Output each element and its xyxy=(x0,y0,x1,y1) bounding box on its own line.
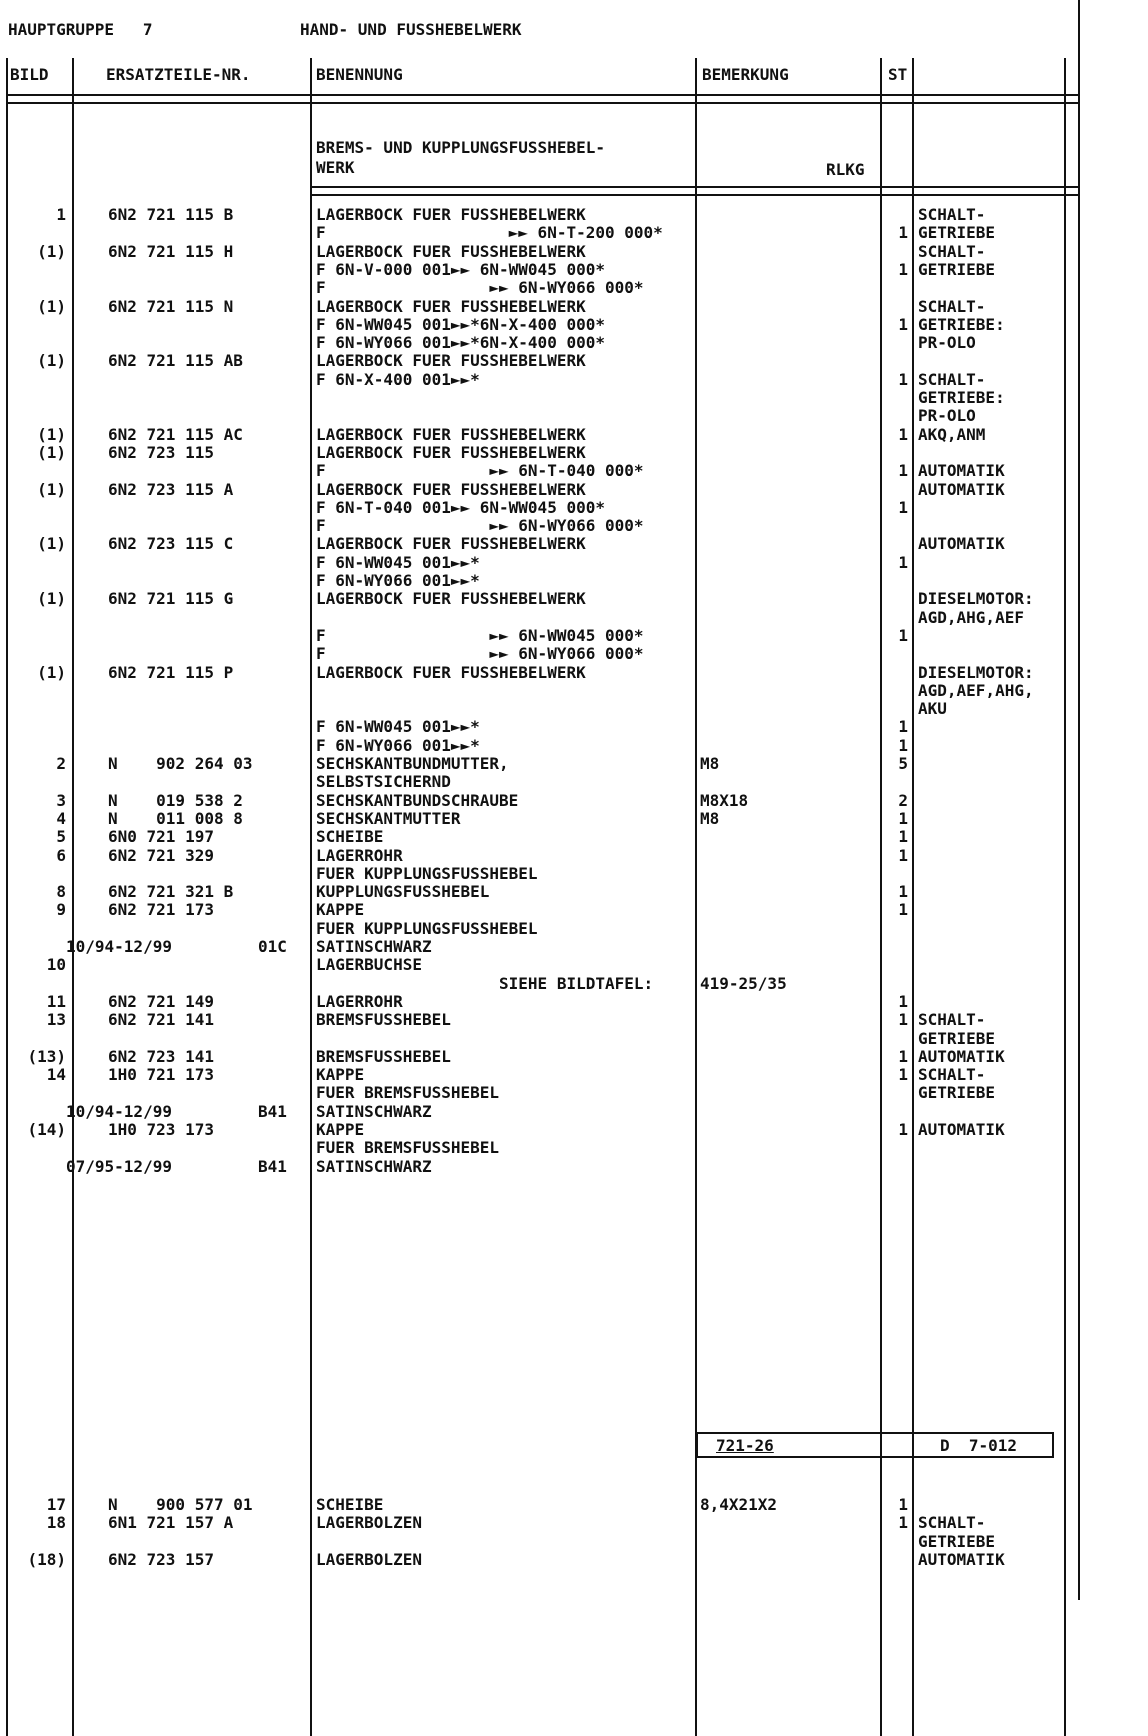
table-row xyxy=(0,772,1148,792)
description-cell: F ►► 6N-WY066 000* xyxy=(316,644,644,664)
quantity-cell: 1 xyxy=(898,735,908,755)
model-cell: SCHALT- xyxy=(918,1010,986,1030)
part-number-cell: 6N2 721 115 G xyxy=(108,589,234,609)
model-cell: AGD,AEF,AHG, xyxy=(918,680,1034,700)
date-range-cell: 10/94-12/99 xyxy=(66,937,172,956)
bild-cell: (1) xyxy=(37,241,66,261)
table-row xyxy=(0,498,1148,518)
bild-cell: (1) xyxy=(37,442,66,462)
description-cell: F 6N-WY066 001►►* xyxy=(316,735,480,755)
bild-cell: 13 xyxy=(46,1010,66,1030)
bild-cell: 3 xyxy=(56,790,66,810)
description-cell: F ►► 6N-WW045 000* xyxy=(316,625,644,645)
description-cell: FUER KUPPLUNGSFUSSHEBEL xyxy=(316,918,538,938)
bild-cell: 5 xyxy=(56,827,66,847)
color-code-cell: B41 xyxy=(258,1101,287,1121)
col-header-st: ST xyxy=(888,65,908,84)
description-cell: LAGERROHR xyxy=(316,845,403,865)
part-number-cell: 1H0 721 173 xyxy=(108,1065,214,1085)
table-row xyxy=(0,553,1148,573)
part-number-cell: 6N2 721 321 B xyxy=(108,882,234,902)
description-cell: BREMSFUSSHEBEL xyxy=(316,1046,451,1066)
quantity-cell: 1 xyxy=(898,369,908,389)
table-row xyxy=(0,809,1148,829)
quantity-cell: 1 xyxy=(898,827,908,847)
description-cell: FUER BREMSFUSSHEBEL xyxy=(316,1083,500,1103)
part-number-cell: 6N2 723 115 A xyxy=(108,479,234,499)
main-group-label: HAUPTGRUPPE 7 xyxy=(8,20,153,39)
quantity-cell: 5 xyxy=(898,754,908,773)
description-cell: SIEHE BILDTAFEL: xyxy=(316,973,654,993)
bild-cell: 1 xyxy=(56,205,66,224)
table-row xyxy=(0,1550,1148,1570)
table-row xyxy=(0,242,1148,262)
part-number-cell: 1H0 723 173 xyxy=(108,1120,214,1139)
description-cell: SATINSCHWARZ xyxy=(316,1101,432,1121)
model-cell: SCHALT- xyxy=(918,369,986,389)
bild-cell: 17 xyxy=(46,1495,66,1514)
model-cell: AUTOMATIK xyxy=(918,1549,1005,1569)
bild-cell: 10 xyxy=(46,955,66,975)
bild-cell: 18 xyxy=(46,1513,66,1533)
part-number-cell: N 902 264 03 xyxy=(108,754,253,773)
table-row xyxy=(0,589,1148,609)
quantity-cell: 1 xyxy=(898,1513,908,1533)
description-cell: SATINSCHWARZ xyxy=(316,937,432,956)
quantity-cell: 1 xyxy=(898,314,908,334)
table-row xyxy=(0,644,1148,664)
table-row xyxy=(0,1102,1148,1122)
description-cell: F 6N-V-000 001►► 6N-WW045 000* xyxy=(316,259,605,279)
quantity-cell: 1 xyxy=(898,461,908,481)
quantity-cell: 1 xyxy=(898,845,908,865)
bild-cell: (18) xyxy=(27,1549,66,1569)
model-cell: AKQ,ANM xyxy=(918,424,986,444)
table-row xyxy=(0,900,1148,920)
col-header-bemerkung: BEMERKUNG xyxy=(702,65,789,84)
remark-cell: M8 xyxy=(700,808,720,828)
table-row xyxy=(0,370,1148,390)
description-cell: LAGERBOCK FUER FUSSHEBELWERK xyxy=(316,589,586,609)
table-row xyxy=(0,406,1148,426)
description-cell: SECHSKANTBUNDSCHRAUBE xyxy=(316,790,519,810)
remark-cell: 419-25/35 xyxy=(700,973,787,993)
bild-cell: 6 xyxy=(56,845,66,865)
table-row xyxy=(0,791,1148,811)
part-number-cell: N 011 008 8 xyxy=(108,808,243,828)
description-cell: LAGERBOLZEN xyxy=(316,1549,422,1569)
color-code-cell: B41 xyxy=(258,1156,287,1176)
quantity-cell: 1 xyxy=(898,1495,908,1514)
table-row xyxy=(0,516,1148,536)
part-number-cell: 6N2 723 141 xyxy=(108,1046,214,1066)
section-title-line1: BREMS- UND KUPPLUNGSFUSSHEBEL- xyxy=(316,138,605,157)
description-cell: SECHSKANTMUTTER xyxy=(316,808,461,828)
bild-cell: (1) xyxy=(37,479,66,499)
model-cell: GETRIEBE: xyxy=(918,388,1005,407)
quantity-cell: 1 xyxy=(898,552,908,572)
table-row xyxy=(0,736,1148,756)
quantity-cell: 1 xyxy=(898,223,908,243)
description-cell: SATINSCHWARZ xyxy=(316,1156,432,1176)
description-cell: FUER KUPPLUNGSFUSSHEBEL xyxy=(316,863,538,883)
table-row xyxy=(0,699,1148,719)
remark-cell: M8 xyxy=(700,754,720,773)
description-cell: LAGERBOCK FUER FUSSHEBELWERK xyxy=(316,351,586,371)
table-row xyxy=(0,919,1148,939)
model-cell: GETRIEBE xyxy=(918,259,996,279)
part-number-cell: 6N2 721 115 H xyxy=(108,241,234,261)
header-divider xyxy=(6,94,1078,104)
model-cell: AUTOMATIK xyxy=(918,461,1005,481)
section-title-line2: WERK xyxy=(316,158,355,177)
model-cell: DIESELMOTOR: xyxy=(918,662,1034,682)
quantity-cell: 1 xyxy=(898,625,908,645)
quantity-cell: 1 xyxy=(898,1065,908,1085)
description-cell: F 6N-WW045 001►►* xyxy=(316,717,480,737)
part-number-cell: 6N2 723 157 xyxy=(108,1549,214,1569)
model-cell: SCHALT- xyxy=(918,1065,986,1085)
part-number-cell: 6N2 721 115 AC xyxy=(108,424,243,444)
bild-cell: 8 xyxy=(56,882,66,902)
footer-ref: 721-26 xyxy=(716,1436,774,1455)
bild-cell: 9 xyxy=(56,900,66,920)
table-row xyxy=(0,278,1148,298)
description-cell: FUER BREMSFUSSHEBEL xyxy=(316,1138,500,1158)
description-cell: KAPPE xyxy=(316,1065,365,1085)
table-row xyxy=(0,461,1148,481)
model-cell: PR-OLO xyxy=(918,406,976,426)
table-row xyxy=(0,608,1148,628)
table-row xyxy=(0,480,1148,500)
table-row xyxy=(0,388,1148,408)
description-cell: SCHEIBE xyxy=(316,1495,384,1514)
description-cell: F ►► 6N-T-200 000* xyxy=(316,223,663,243)
description-cell: F ►► 6N-T-040 000* xyxy=(316,461,644,481)
description-cell: SELBSTSICHERND xyxy=(316,772,451,792)
table-row xyxy=(0,534,1148,554)
model-cell: AUTOMATIK xyxy=(918,534,1005,554)
description-cell: KAPPE xyxy=(316,1120,365,1139)
description-cell: SCHEIBE xyxy=(316,827,384,847)
description-cell: F 6N-T-040 001►► 6N-WW045 000* xyxy=(316,497,605,517)
model-cell: SCHALT- xyxy=(918,1513,986,1533)
part-number-cell: N 900 577 01 xyxy=(108,1495,253,1514)
bild-cell: (14) xyxy=(27,1120,66,1139)
part-number-cell: 6N2 721 115 N xyxy=(108,296,234,316)
table-row xyxy=(0,937,1148,957)
quantity-cell: 1 xyxy=(898,497,908,517)
remark-cell: M8X18 xyxy=(700,790,749,810)
table-row xyxy=(0,864,1148,884)
description-cell: F 6N-WW045 001►►*6N-X-400 000* xyxy=(316,314,605,334)
part-number-cell: 6N2 721 115 P xyxy=(108,662,234,682)
table-row xyxy=(0,1138,1148,1158)
description-cell: LAGERBOCK FUER FUSSHEBELWERK xyxy=(316,241,586,261)
model-cell: GETRIEBE xyxy=(918,223,996,243)
table-row xyxy=(0,1029,1148,1049)
part-number-cell: 6N2 721 141 xyxy=(108,1010,214,1030)
table-row xyxy=(0,297,1148,317)
table-row xyxy=(0,955,1148,975)
bild-cell: 2 xyxy=(56,754,66,773)
model-cell: DIESELMOTOR: xyxy=(918,589,1034,609)
quantity-cell: 1 xyxy=(898,991,908,1011)
table-row xyxy=(0,1010,1148,1030)
description-cell: KUPPLUNGSFUSSHEBEL xyxy=(316,882,490,902)
page-number: D 7-012 xyxy=(940,1436,1018,1455)
table-row xyxy=(0,1047,1148,1067)
description-cell: LAGERBOCK FUER FUSSHEBELWERK xyxy=(316,442,586,462)
table-row xyxy=(0,882,1148,902)
table-row xyxy=(0,1083,1148,1103)
description-cell: F 6N-WY066 001►►*6N-X-400 000* xyxy=(316,333,605,353)
quantity-cell: 1 xyxy=(898,882,908,902)
description-cell: F ►► 6N-WY066 000* xyxy=(316,278,644,298)
description-cell: BREMSFUSSHEBEL xyxy=(316,1010,451,1030)
part-number-cell: 6N0 721 197 xyxy=(108,827,214,847)
remark-cell: 8,4X21X2 xyxy=(700,1495,778,1514)
model-cell: PR-OLO xyxy=(918,333,976,353)
section-code: RLKG xyxy=(826,160,865,179)
table-row xyxy=(0,1157,1148,1177)
model-cell: AUTOMATIK xyxy=(918,1120,1005,1139)
table-row xyxy=(0,1065,1148,1085)
bild-cell: 4 xyxy=(56,808,66,828)
description-cell: F ►► 6N-WY066 000* xyxy=(316,516,644,536)
description-cell: F 6N-WY066 001►►* xyxy=(316,571,480,590)
table-row xyxy=(0,626,1148,646)
bild-cell: (13) xyxy=(27,1046,66,1066)
table-row xyxy=(0,315,1148,335)
table-row xyxy=(0,443,1148,463)
table-row xyxy=(0,1513,1148,1533)
part-number-cell: 6N2 721 173 xyxy=(108,900,214,920)
description-cell: LAGERBOCK FUER FUSSHEBELWERK xyxy=(316,296,586,316)
model-cell: SCHALT- xyxy=(918,241,986,261)
quantity-cell: 1 xyxy=(898,1010,908,1030)
date-range-cell: 07/95-12/99 xyxy=(66,1156,172,1176)
description-cell: F 6N-WW045 001►►* xyxy=(316,552,480,572)
quantity-cell: 1 xyxy=(898,900,908,920)
description-cell: KAPPE xyxy=(316,900,365,920)
description-cell: F 6N-X-400 001►►* xyxy=(316,369,480,389)
date-range-cell: 10/94-12/99 xyxy=(66,1101,172,1121)
part-number-cell: 6N2 721 149 xyxy=(108,991,214,1011)
part-number-cell: N 019 538 2 xyxy=(108,790,243,810)
description-cell: LAGERBUCHSE xyxy=(316,955,422,975)
table-row xyxy=(0,260,1148,280)
table-row xyxy=(0,974,1148,994)
bild-cell: (1) xyxy=(37,296,66,316)
quantity-cell: 1 xyxy=(898,1120,908,1139)
part-number-cell: 6N1 721 157 A xyxy=(108,1513,234,1533)
col-header-benennung: BENENNUNG xyxy=(316,65,403,84)
table-row xyxy=(0,333,1148,353)
table-row xyxy=(0,827,1148,847)
main-group-name: HAND- UND FUSSHEBELWERK xyxy=(300,20,522,39)
bild-cell: (1) xyxy=(37,589,66,609)
table-row xyxy=(0,754,1148,774)
table-row xyxy=(0,846,1148,866)
model-cell: GETRIEBE xyxy=(918,1083,996,1103)
quantity-cell: 1 xyxy=(898,424,908,444)
model-cell: GETRIEBE xyxy=(918,1028,996,1048)
table-row xyxy=(0,1120,1148,1140)
description-cell: LAGERBOCK FUER FUSSHEBELWERK xyxy=(316,534,586,554)
model-cell: AUTOMATIK xyxy=(918,1046,1005,1066)
quantity-cell: 1 xyxy=(898,808,908,828)
table-row xyxy=(0,1532,1148,1552)
quantity-cell: 1 xyxy=(898,1046,908,1066)
part-number-cell: 6N2 721 115 B xyxy=(108,205,234,224)
part-number-cell: 6N2 721 329 xyxy=(108,845,214,865)
part-number-cell: 6N2 721 115 AB xyxy=(108,351,243,371)
table-row xyxy=(0,205,1148,225)
part-number-cell: 6N2 723 115 C xyxy=(108,534,234,554)
description-cell: LAGERBOCK FUER FUSSHEBELWERK xyxy=(316,424,586,444)
col-header-bild: BILD xyxy=(10,65,49,84)
model-cell: AGD,AHG,AEF xyxy=(918,607,1024,627)
part-number-cell: 6N2 723 115 xyxy=(108,442,214,462)
description-cell: LAGERBOCK FUER FUSSHEBELWERK xyxy=(316,479,586,499)
description-cell: LAGERROHR xyxy=(316,991,403,1011)
bild-cell: 14 xyxy=(46,1065,66,1085)
model-cell: GETRIEBE: xyxy=(918,314,1005,334)
table-row xyxy=(0,717,1148,737)
model-cell: AKU xyxy=(918,699,947,719)
bild-cell: (1) xyxy=(37,662,66,682)
description-cell: LAGERBOCK FUER FUSSHEBELWERK xyxy=(316,205,586,224)
bild-cell: (1) xyxy=(37,424,66,444)
bild-cell: (1) xyxy=(37,534,66,554)
table-row xyxy=(0,223,1148,243)
bild-cell: (1) xyxy=(37,351,66,371)
col-header-nr: ERSATZTEILE-NR. xyxy=(106,65,251,84)
table-row xyxy=(0,663,1148,683)
table-row xyxy=(0,571,1148,591)
table-row xyxy=(0,681,1148,701)
section-divider xyxy=(310,186,1078,196)
model-cell: GETRIEBE xyxy=(918,1531,996,1551)
model-cell: AUTOMATIK xyxy=(918,479,1005,499)
description-cell: LAGERBOLZEN xyxy=(316,1513,422,1533)
model-cell: SCHALT- xyxy=(918,296,986,316)
model-cell: SCHALT- xyxy=(918,205,986,224)
quantity-cell: 2 xyxy=(898,790,908,810)
table-row xyxy=(0,992,1148,1012)
bild-cell: 11 xyxy=(46,991,66,1011)
quantity-cell: 1 xyxy=(898,717,908,737)
quantity-cell: 1 xyxy=(898,259,908,279)
color-code-cell: 01C xyxy=(258,937,287,956)
description-cell: LAGERBOCK FUER FUSSHEBELWERK xyxy=(316,662,586,682)
table-row xyxy=(0,351,1148,371)
table-row xyxy=(0,1495,1148,1515)
description-cell: SECHSKANTBUNDMUTTER, xyxy=(316,754,509,773)
table-row xyxy=(0,425,1148,445)
